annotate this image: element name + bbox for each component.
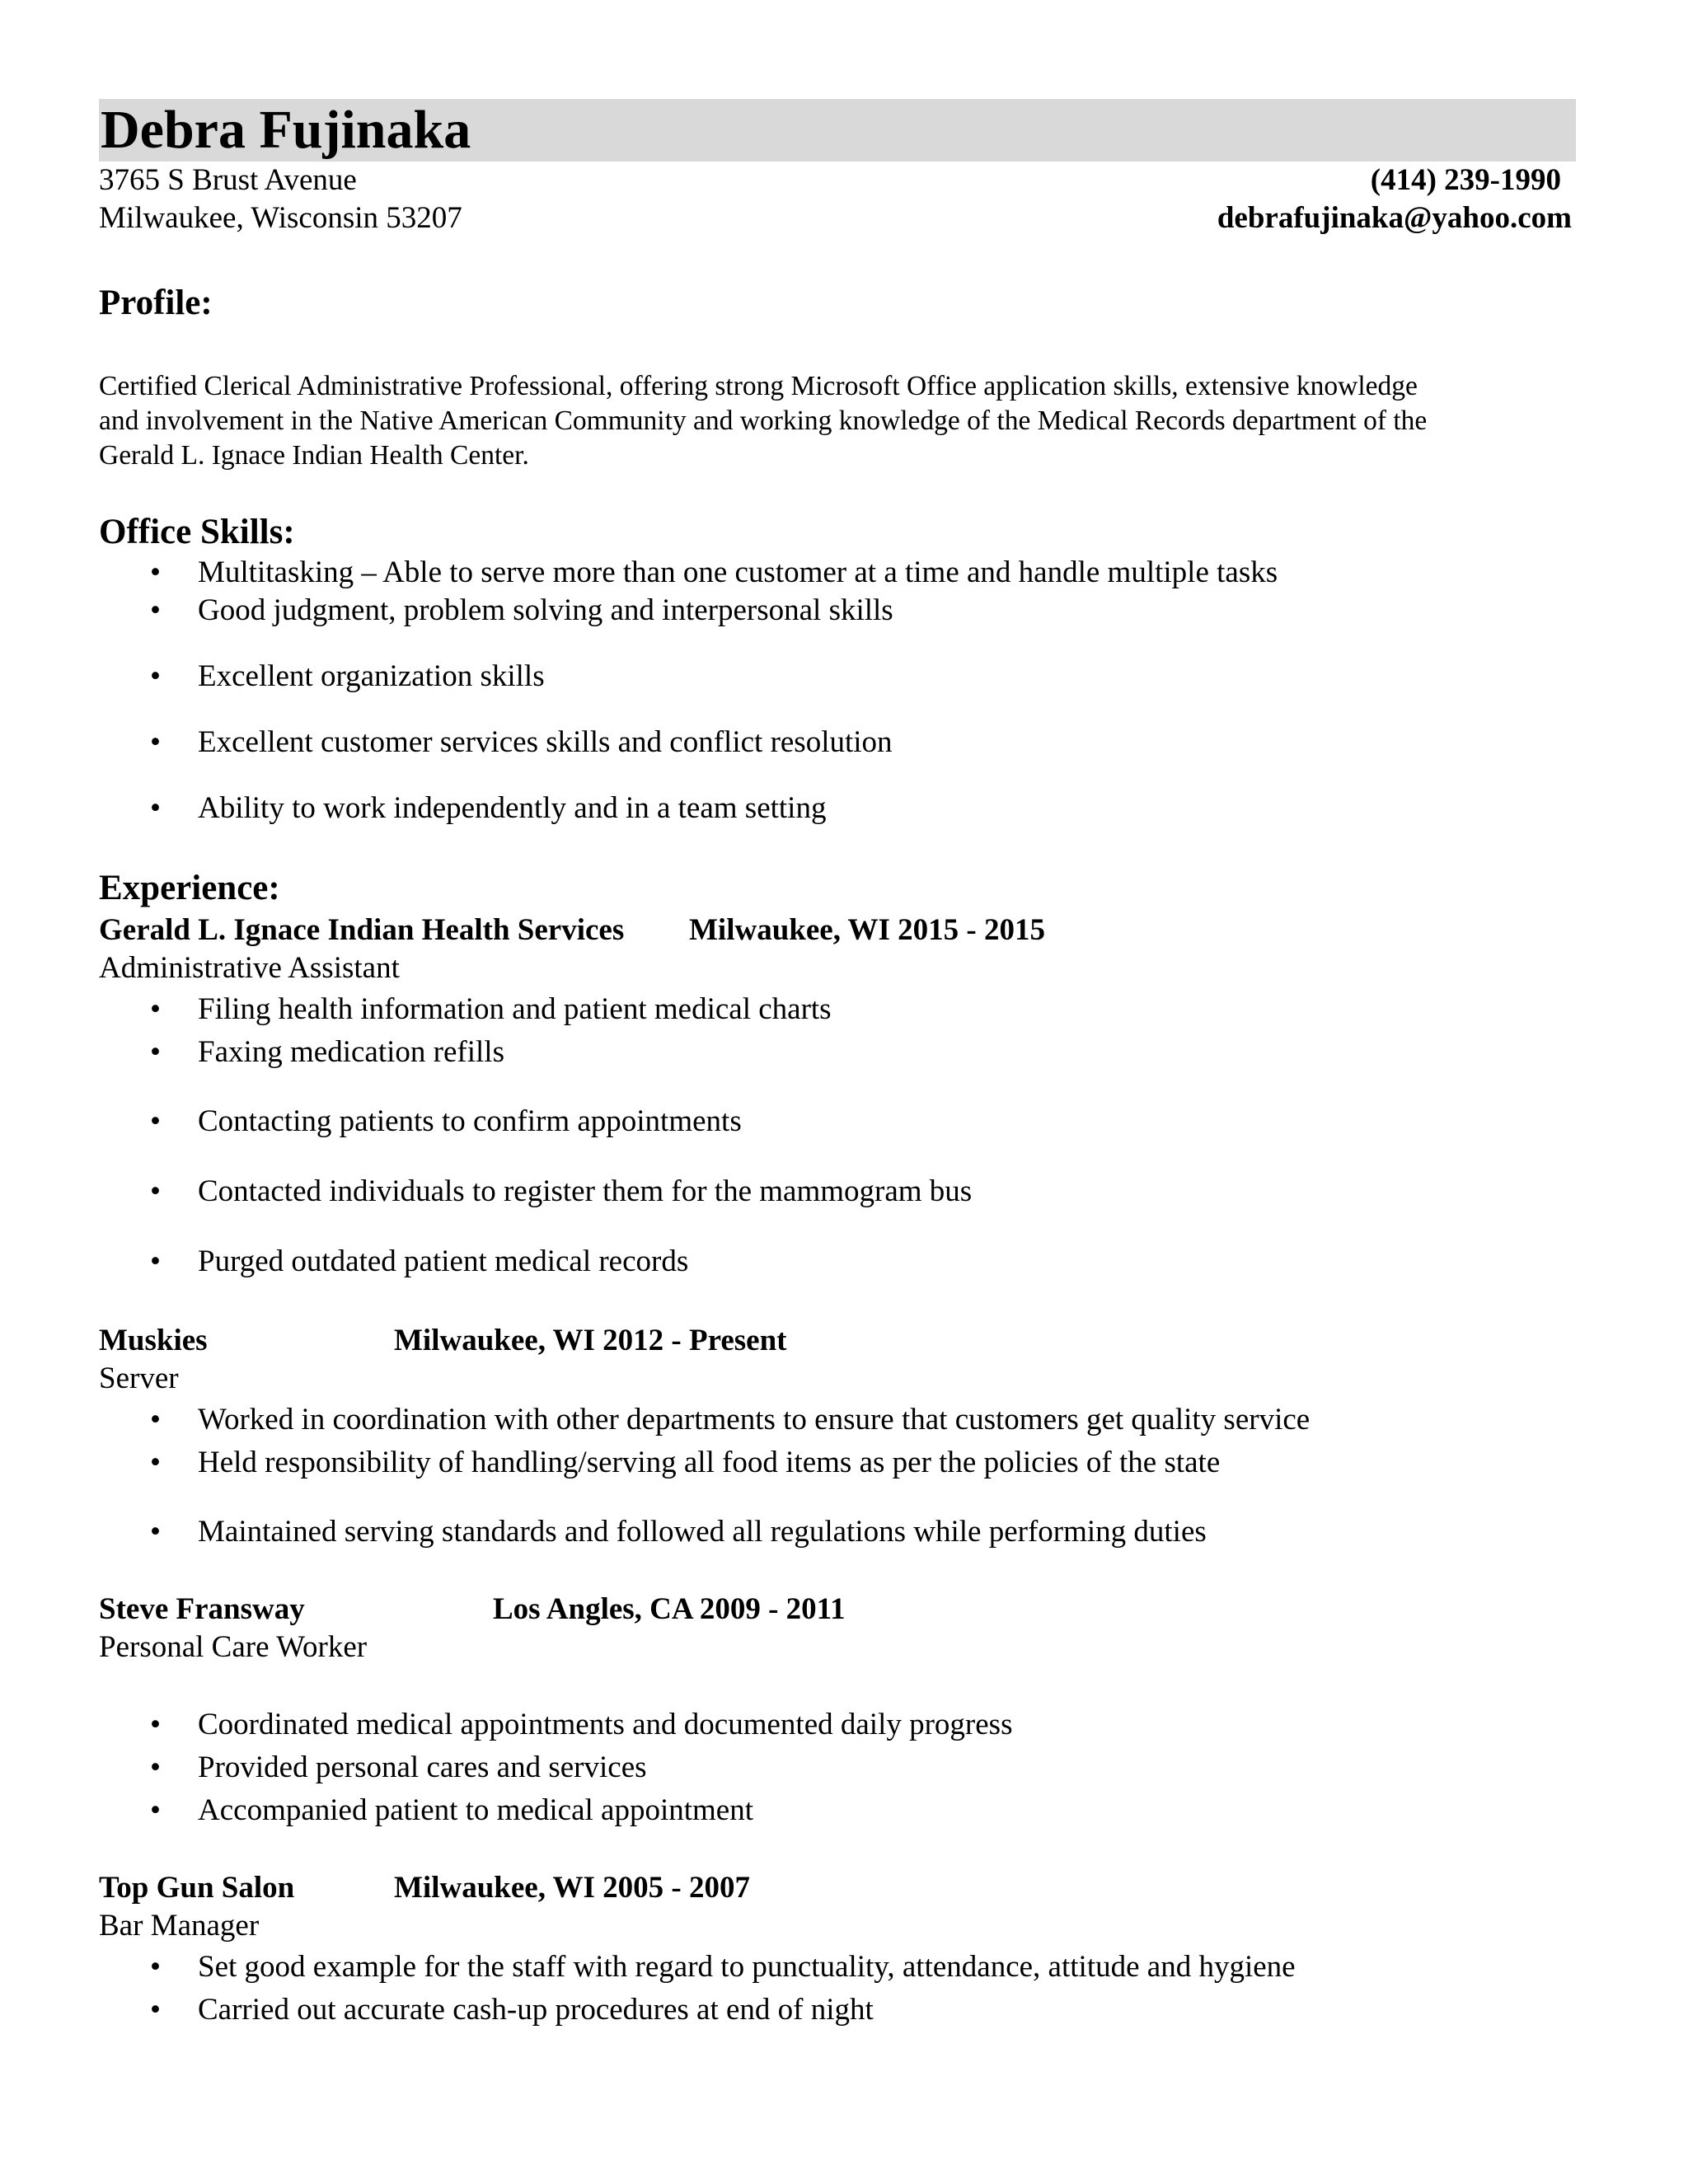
profile-line: Gerald L. Ignace Indian Health Center. <box>99 440 529 471</box>
bullet-icon: • <box>150 1035 161 1069</box>
bullet-icon: • <box>150 659 161 693</box>
office-skills-heading: Office Skills: <box>99 513 295 551</box>
experience-heading: Experience: <box>99 869 280 907</box>
job-employer: Top Gun Salon <box>99 1871 295 1905</box>
bullet-icon: • <box>150 1993 161 2027</box>
bullet-icon: • <box>150 1104 161 1138</box>
job-employer: Gerald L. Ignace Indian Health Services <box>99 913 625 947</box>
job-employer: Muskies <box>99 1324 208 1357</box>
job-role: Bar Manager <box>99 1909 260 1943</box>
bullet-icon: • <box>150 593 161 627</box>
job-location-dates: Milwaukee, WI 2012 - Present <box>394 1324 787 1357</box>
job-role: Personal Care Worker <box>99 1630 368 1664</box>
bullet-icon: • <box>150 1750 161 1784</box>
bullet-icon: • <box>150 1446 161 1479</box>
bullet-icon: • <box>150 1950 161 1984</box>
address-line-1: 3765 S Brust Avenue <box>99 163 357 197</box>
address-line-2: Milwaukee, Wisconsin 53207 <box>99 201 462 235</box>
job-role: Administrative Assistant <box>99 951 400 985</box>
bullet-icon: • <box>150 992 161 1026</box>
bullet-icon: • <box>150 555 161 589</box>
bullet-icon: • <box>150 725 161 759</box>
job-location-dates: Milwaukee, WI 2005 - 2007 <box>394 1871 751 1905</box>
profile-line: and involvement in the Native American Community and working knowledge of the Medical Records department of the <box>99 405 1428 436</box>
bullet-icon: • <box>150 1403 161 1436</box>
email-address: debrafujinaka@yahoo.com <box>1217 201 1572 235</box>
phone-number: (414) 239-1990 <box>1370 163 1561 197</box>
profile-line: Certified Clerical Administrative Professional, offering strong Microsoft Office application skills, extensive knowledge <box>99 371 1418 401</box>
bullet-icon: • <box>150 1244 161 1278</box>
job-role: Server <box>99 1361 179 1395</box>
job-employer: Steve Fransway <box>99 1592 305 1626</box>
candidate-name: Debra Fujinaka <box>101 100 471 160</box>
bullet-icon: • <box>150 791 161 825</box>
bullet-icon: • <box>150 1708 161 1741</box>
bullet-icon: • <box>150 1793 161 1827</box>
job-location-dates: Los Angles, CA 2009 - 2011 <box>493 1592 846 1626</box>
job-location-dates: Milwaukee, WI 2015 - 2015 <box>689 913 1046 947</box>
profile-summary <box>99 369 1582 473</box>
profile-heading: Profile: <box>99 284 213 322</box>
bullet-icon: • <box>150 1174 161 1208</box>
bullet-icon: • <box>150 1515 161 1549</box>
